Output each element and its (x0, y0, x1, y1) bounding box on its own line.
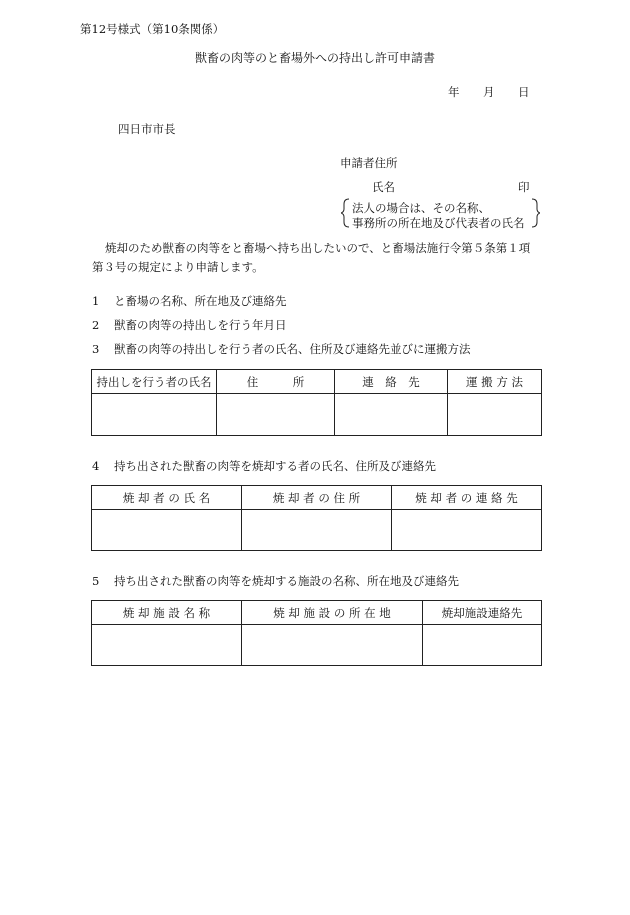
header-contact: 連 絡 先 (335, 370, 448, 394)
incinerator-person-table (91, 485, 542, 551)
carrier-address-cell[interactable] (217, 394, 335, 436)
header-facility-contact: 焼却施設連絡先 (423, 601, 542, 625)
header-incinerator-contact: 焼 却 者 の 連 絡 先 (392, 486, 542, 510)
item-text: 獣畜の肉等の持出しを行う者の氏名、住所及び連絡先並びに運搬方法 (114, 342, 471, 356)
item-number: 3 (92, 342, 100, 356)
incinerator-address-cell[interactable] (242, 510, 392, 551)
seal-mark: 印 (518, 180, 530, 194)
item-number: 4 (92, 459, 100, 473)
transport-method-cell[interactable] (448, 394, 542, 436)
item-number: 1 (92, 294, 100, 308)
header-transport-method: 運 搬 方 法 (448, 370, 542, 394)
carrier-name-cell[interactable] (92, 394, 217, 436)
date-day: 日 (518, 85, 530, 99)
item-text: 持ち出された獣畜の肉等を焼却する施設の名称、所在地及び連絡先 (114, 574, 459, 588)
page-title: 獣畜の肉等のと畜場外への持出し許可申請書 (194, 51, 435, 65)
form-number: 第12号様式（第10条関係） (80, 22, 225, 36)
item-number: 5 (92, 574, 100, 588)
item-text: 獣畜の肉等の持出しを行う年月日 (114, 318, 287, 332)
header-carrier-name: 持出しを行う者の氏名 (92, 370, 217, 394)
date-month: 月 (483, 85, 495, 99)
item-3 (92, 344, 471, 356)
incineration-facility-table (91, 600, 542, 666)
carrier-contact-cell[interactable] (335, 394, 448, 436)
applicant-name-label: 氏名 (372, 180, 395, 194)
item-5 (92, 576, 459, 588)
item-number: 2 (92, 318, 100, 332)
item-text: 持ち出された獣畜の肉等を焼却する者の氏名、住所及び連絡先 (114, 459, 436, 473)
item-2 (92, 320, 287, 332)
header-incinerator-address: 焼 却 者 の 住 所 (242, 486, 392, 510)
incinerator-name-cell[interactable] (92, 510, 242, 551)
header-facility-name: 焼 却 施 設 名 称 (92, 601, 242, 625)
carrier-table (91, 369, 542, 436)
item-text: と畜場の名称、所在地及び連絡先 (114, 294, 287, 308)
facility-contact-cell[interactable] (423, 625, 542, 666)
item-1 (92, 296, 287, 308)
header-incinerator-name: 焼 却 者 の 氏 名 (92, 486, 242, 510)
corporation-note (341, 198, 540, 228)
body-text-line1: 焼却のため獣畜の肉等をと畜場へ持ち出したいので、と畜場法施行令第５条第１項 (105, 241, 531, 255)
facility-location-cell[interactable] (242, 625, 423, 666)
incinerator-contact-cell[interactable] (392, 510, 542, 551)
corporation-note-line2: 事務所の所在地及び代表者の氏名 (352, 216, 525, 230)
addressee: 四日市市長 (118, 122, 176, 136)
header-facility-location: 焼 却 施 設 の 所 在 地 (242, 601, 423, 625)
applicant-address-label: 申請者住所 (340, 156, 398, 170)
body-text-line2: 第３号の規定により申請します。 (92, 260, 264, 274)
header-address: 住 所 (217, 370, 335, 394)
corporation-note-line1: 法人の場合は、その名称、 (352, 201, 490, 215)
facility-name-cell[interactable] (92, 625, 242, 666)
date-year: 年 (448, 85, 460, 99)
item-4 (92, 461, 436, 473)
